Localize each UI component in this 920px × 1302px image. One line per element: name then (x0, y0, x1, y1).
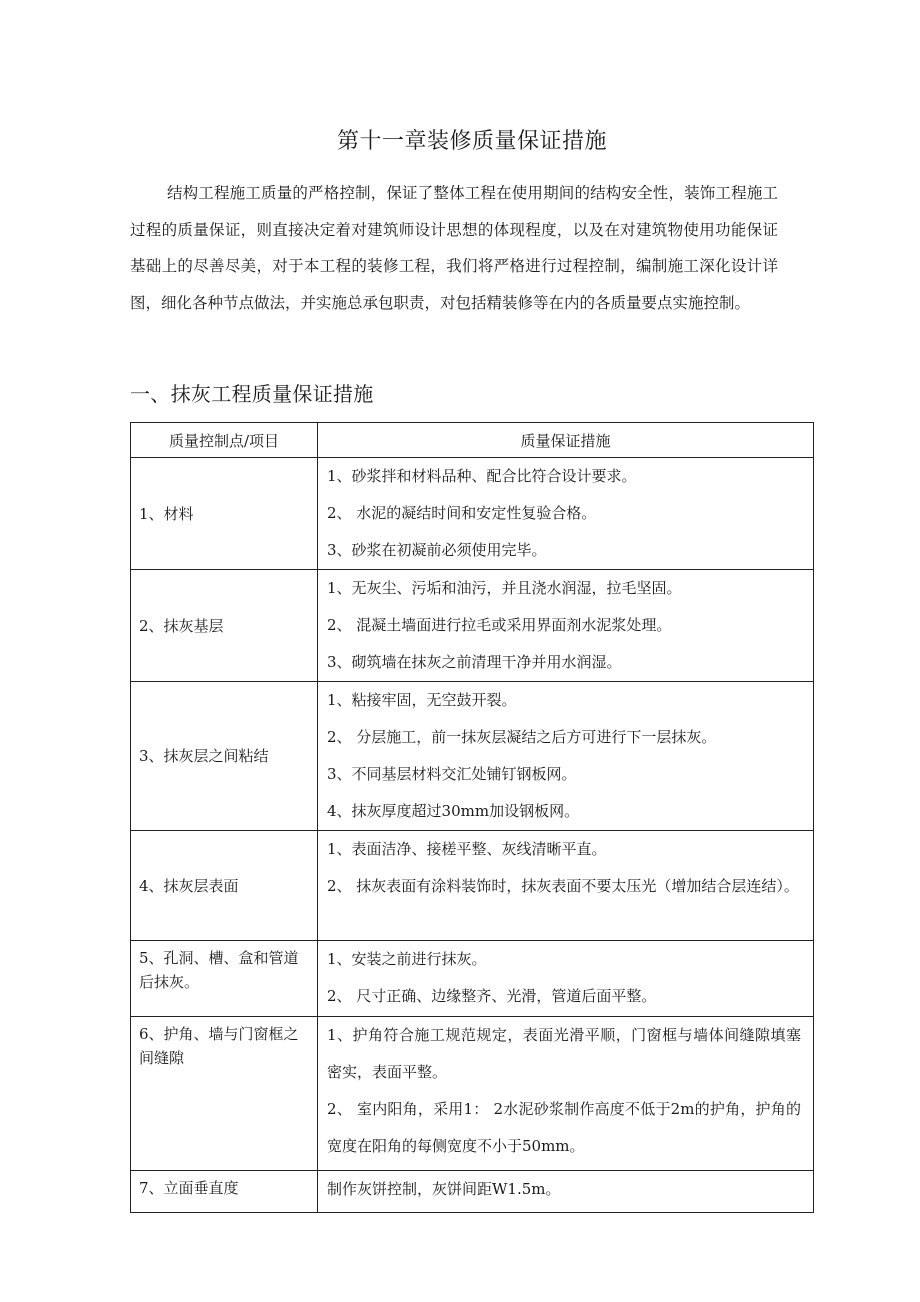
table-row (131, 941, 814, 1017)
measure-line: 制作灰饼控制，灰饼间距W1.5m。 (327, 1180, 561, 1198)
quality-measures-table (130, 422, 814, 1213)
measure-line: 2、 水泥的凝结时间和安定性复验合格。 (327, 504, 597, 522)
section-title: 一、抹灰工程质量保证措施 (130, 382, 374, 406)
measure-line: 2、 室内阳角，采用1： 2水泥砂浆制作高度不低于2m的护角，护角的宽度在阳角的每侧宽度不小于50mm。 (327, 1100, 801, 1155)
table-row (131, 682, 814, 831)
measures-cell (318, 1171, 814, 1213)
measure-line: 4、抹灰厚度超过30mm加设钢板网。 (327, 802, 580, 820)
measure-line: 1、粘接牢固，无空鼓开裂。 (327, 691, 517, 709)
table-row (131, 831, 814, 941)
measure-line: 3、砂浆在初凝前必须使用完毕。 (327, 541, 547, 559)
measures-cell (318, 570, 814, 682)
measure-line: 3、砌筑墙在抹灰之前清理干净并用水润湿。 (327, 653, 622, 671)
measures-cell (318, 941, 814, 1017)
item-cell: 1、材料 (131, 458, 318, 570)
measure-line: 3、不同基层材料交汇处铺钉钢板网。 (327, 765, 577, 783)
item-cell: 3、抹灰层之间粘结 (131, 682, 318, 831)
intro-paragraph: 结构工程施工质量的严格控制，保证了整体工程在使用期间的结构安全性，装饰工程施工过程的质量保证，则直接决定着对建筑师设计思想的体现程度，以及在对建筑物使用功能保证基础上的尽善尽美，对于本工程的装修工程，我们将严格进行过程控制，编制施工深化设计详图，细化各种节点做法，并实施总承包职责，对包括精装修等在内的各质量要点实施控制。 (130, 184, 778, 312)
measures-cell (318, 1017, 814, 1171)
table-header-row (131, 423, 814, 458)
measures-cell (318, 831, 814, 941)
measure-line: 2、 分层施工，前一抹灰层凝结之后方可进行下一层抹灰。 (327, 728, 717, 746)
table-row (131, 570, 814, 682)
item-cell: 6、护角、墙与门窗框之间缝隙 (131, 1017, 318, 1171)
table-row (131, 1171, 814, 1213)
item-cell: 2、抹灰基层 (131, 570, 318, 682)
measure-line: 1、护角符合施工规范规定，表面光滑平顺，门窗框与墙体间缝隙填塞密实，表面平整。 (327, 1026, 801, 1081)
item-cell: 4、抹灰层表面 (131, 831, 318, 941)
measure-line: 1、无灰尘、污垢和油污，并且浇水润湿，拉毛坚固。 (327, 579, 682, 597)
measure-line: 2、 尺寸正确、边缘整齐、光滑，管道后面平整。 (327, 987, 657, 1005)
table-row (131, 458, 814, 570)
item-cell: 7、立面垂直度 (131, 1171, 318, 1213)
header-control-point: 质量控制点/项目 (131, 423, 318, 458)
measure-line: 2、 抹灰表面有涂料装饰时，抹灰表面不要太压光（增加结合层连结）。 (327, 877, 799, 895)
table-row (131, 1017, 814, 1171)
measure-line: 2、 混凝土墙面进行拉毛或采用界面剂水泥浆处理。 (327, 616, 672, 634)
measure-line: 1、安装之前进行抹灰。 (327, 950, 487, 968)
measure-line: 1、砂浆拌和材料品种、配合比符合设计要求。 (327, 467, 637, 485)
header-measures: 质量保证措施 (318, 423, 814, 458)
chapter-title: 第十一章装修质量保证措施 (336, 129, 607, 154)
measures-cell (318, 458, 814, 570)
measures-cell (318, 682, 814, 831)
item-cell: 5、孔洞、槽、盒和管道后抹灰。 (131, 941, 318, 1017)
measure-line: 1、表面洁净、接槎平整、灰线清晰平直。 (327, 840, 607, 858)
